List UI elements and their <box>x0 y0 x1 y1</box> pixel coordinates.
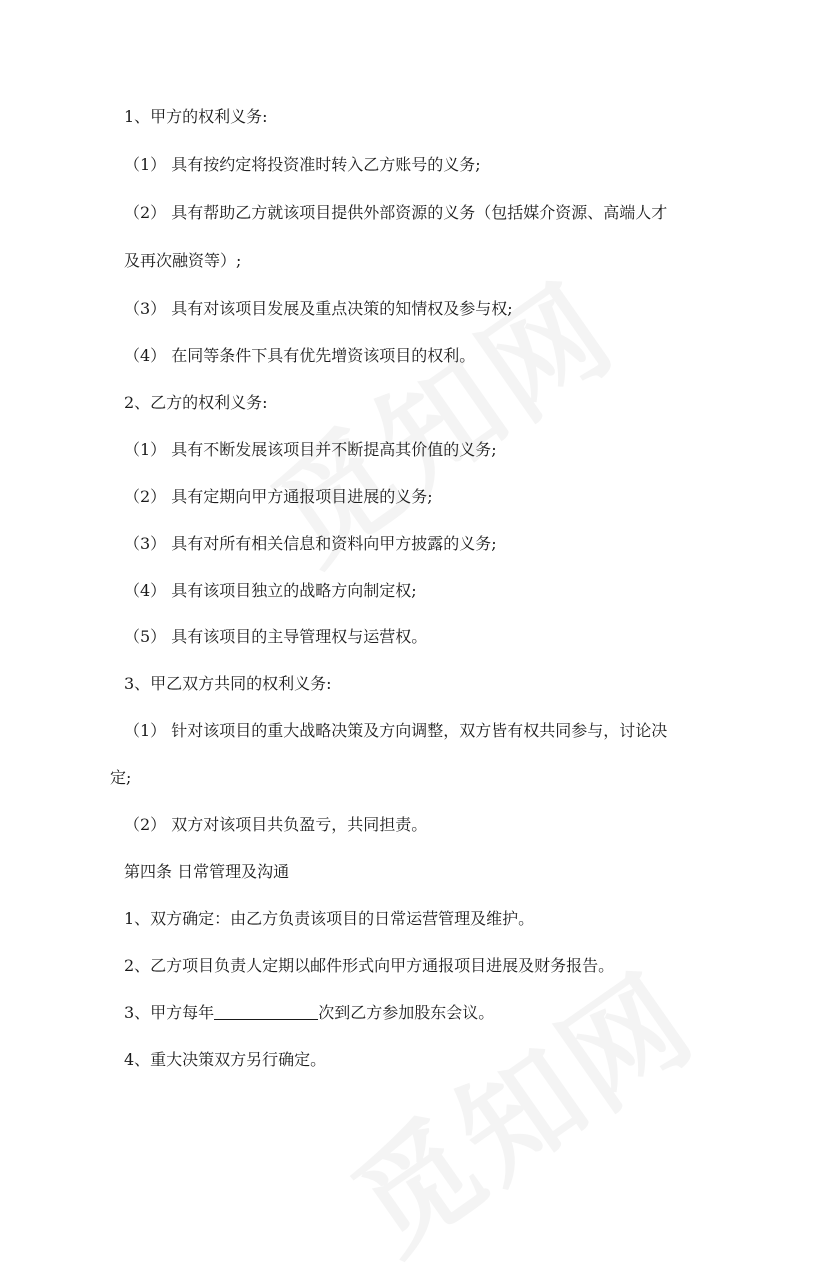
clause-item: （1） 具有按约定将投资准时转入乙方账号的义务; <box>124 155 481 174</box>
clause-text-after-blank: 次到乙方参加股东会议。 <box>318 1003 495 1022</box>
clause-item: （2） 具有帮助乙方就该项目提供外部资源的义务（包括媒介资源、高端人才 <box>124 203 668 222</box>
clause-item: （3） 具有对所有相关信息和资料向甲方披露的义务; <box>124 534 497 553</box>
clause-text-before-blank: 3、甲方每年 <box>124 1003 215 1022</box>
clause-item-continuation: 定; <box>110 768 132 787</box>
fill-in-blank[interactable] <box>214 1003 318 1020</box>
clause-item: （4） 在同等条件下具有优先增资该项目的权利。 <box>124 346 476 365</box>
clause-item: （4） 具有该项目独立的战略方向制定权; <box>124 581 417 600</box>
clause-item-with-blank <box>124 1001 494 1025</box>
clause-item-continuation: 及再次融资等）; <box>124 251 242 270</box>
clause-item: （2） 具有定期向甲方通报项目进展的义务; <box>124 487 433 506</box>
clause-item: （2） 双方对该项目共负盈亏，共同担责。 <box>124 815 428 834</box>
watermark <box>315 927 723 1285</box>
clause-item: 4、重大决策双方另行确定。 <box>124 1050 327 1069</box>
section-heading: 1、甲方的权利义务: <box>124 107 268 126</box>
clause-item: 1、双方确定：由乙方负责该项目的日常运营管理及维护。 <box>124 909 535 928</box>
clause-item: 2、乙方项目负责人定期以邮件形式向甲方通报项目进展及财务报告。 <box>124 956 615 975</box>
clause-item: （1） 具有不断发展该项目并不断提高其价值的义务; <box>124 440 497 459</box>
clause-item: （3） 具有对该项目发展及重点决策的知情权及参与权; <box>124 299 513 318</box>
clause-item: （5） 具有该项目的主导管理权与运营权。 <box>124 627 428 646</box>
section-heading: 2、乙方的权利义务: <box>124 393 268 412</box>
section-heading: 3、甲乙双方共同的权利义务: <box>124 674 332 693</box>
article-heading: 第四条 日常管理及沟通 <box>124 862 290 881</box>
clause-item: （1） 针对该项目的重大战略决策及方向调整，双方皆有权共同参与，讨论决 <box>124 721 668 740</box>
